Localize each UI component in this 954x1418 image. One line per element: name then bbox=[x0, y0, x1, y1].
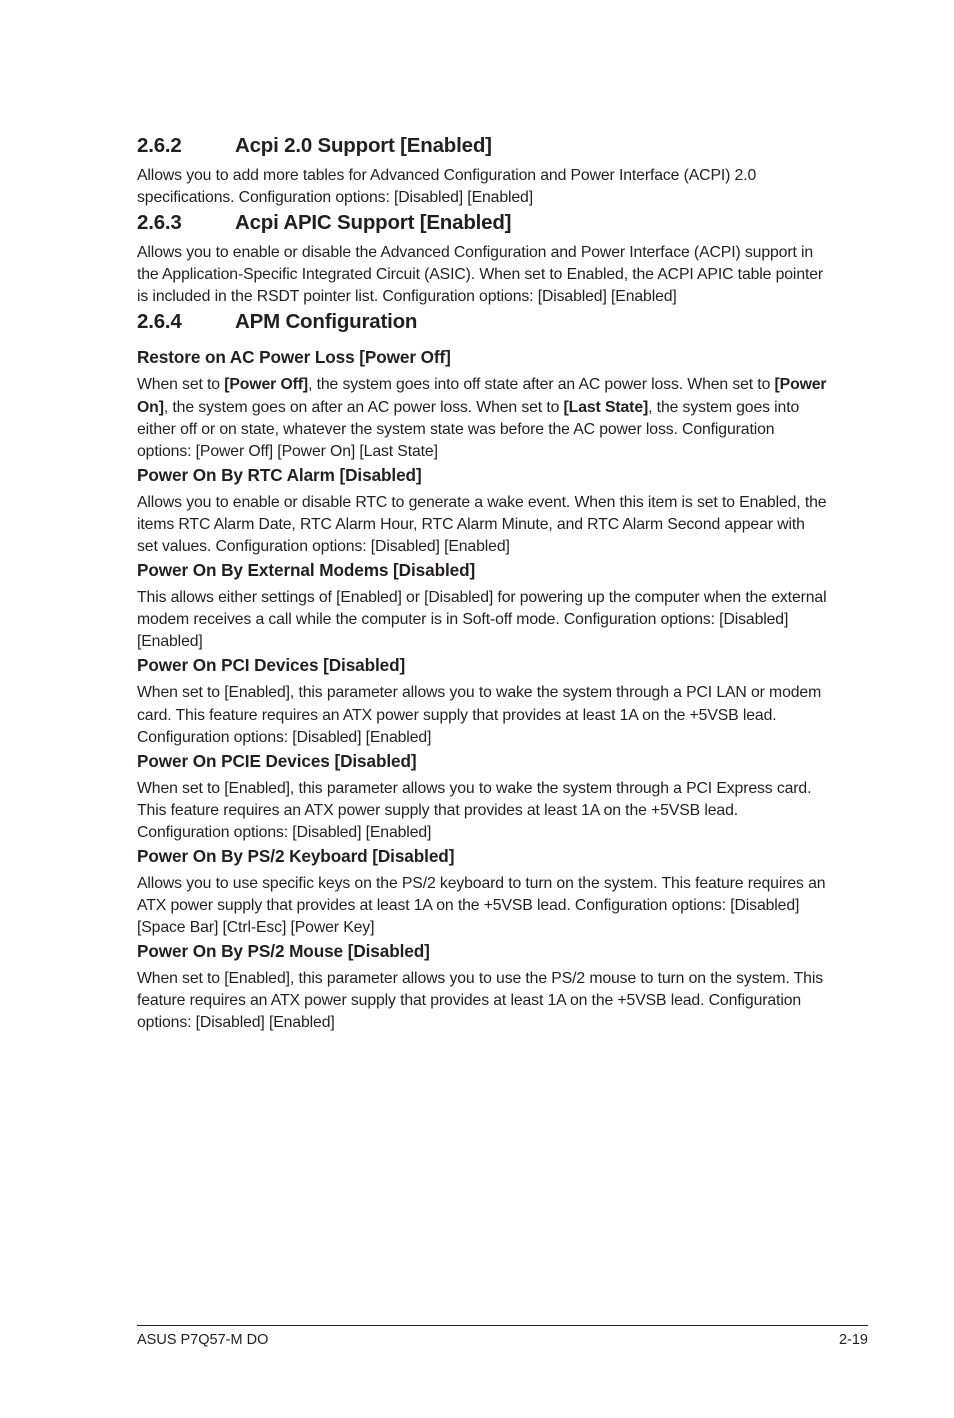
body-text: When set to bbox=[137, 376, 225, 394]
item-body-external-modems: This allows either settings of [Enabled] or [Disabled] for powering up the computer when the external modem receives a call while the computer is in Soft-off mode. Configuration options: [Disabled] [Enabled] bbox=[137, 589, 827, 651]
item-heading-rtc-alarm: Power On By RTC Alarm [Disabled] bbox=[137, 464, 422, 485]
section-body: Allows you to enable or disable the Advanced Configuration and Power Interface (ACPI) support in the Application-Specific Integrated Circuit (ASIC). When set to Enabled, the ACPI APIC table pointer is included in the RSDT pointer list. Configuration options: [Disabled] [Enabled] bbox=[137, 244, 824, 306]
section-heading-2-6-4 bbox=[137, 308, 827, 336]
item-heading-ps2-keyboard: Power On By PS/2 Keyboard [Disabled] bbox=[137, 845, 455, 866]
section-title: Acpi 2.0 Support [Enabled] bbox=[235, 134, 492, 157]
item-body-pcie-devices: When set to [Enabled], this parameter allows you to wake the system through a PCI Express card. This feature requires an ATX power supply that provides at least 1A on the +5VSB lead. Configuration options: [Disabled] [Enabled] bbox=[137, 779, 812, 841]
body-text: , the system goes into either off or on state, whatever the system state was before the AC power loss. Configuration options: [Power Off] [Power On] [Last State] bbox=[137, 398, 800, 460]
item-body-rtc-alarm: Allows you to enable or disable RTC to generate a wake event. When this item is set to Enabled, the items RTC Alarm Date, RTC Alarm Hour, RTC Alarm Minute, and RTC Alarm Second appear with set values. Configuration options: [Disabled] [Enabled] bbox=[137, 493, 827, 556]
footer-divider bbox=[137, 1325, 868, 1326]
footer-page-number: 2-19 bbox=[838, 1332, 868, 1348]
footer-product-name: ASUS P7Q57-M DO bbox=[137, 1332, 269, 1348]
body-text: , the system goes on after an AC power loss. When set to bbox=[163, 398, 564, 416]
item-body-pci-devices: When set to [Enabled], this parameter allows you to wake the system through a PCI LAN or modem card. This feature requires an ATX power supply that provides at least 1A on the +5VSB lead. Configuration options: [Disabled] [Enabled] bbox=[137, 684, 822, 746]
section-number: 2.6.4 bbox=[137, 310, 182, 334]
section-title: Acpi APIC Support [Enabled] bbox=[235, 211, 512, 235]
bold-option: [Power Off] bbox=[224, 376, 309, 394]
body-text: , the system goes into off state after an AC power loss. When set to bbox=[308, 376, 775, 394]
section-heading-2-6-3 bbox=[137, 209, 827, 237]
item-heading-ps2-mouse: Power On By PS/2 Mouse [Disabled] bbox=[137, 941, 430, 962]
item-heading-pcie-devices: Power On PCIE Devices [Disabled] bbox=[137, 750, 417, 771]
item-heading-external-modems: Power On By External Modems [Disabled] bbox=[137, 560, 476, 581]
item-heading-pci-devices: Power On PCI Devices [Disabled] bbox=[137, 655, 406, 676]
page-content bbox=[137, 132, 827, 1035]
bold-option: [Last State] bbox=[563, 398, 649, 416]
item-heading-restore-ac-power-loss: Restore on AC Power Loss [Power Off] bbox=[137, 347, 451, 368]
section-heading-2-6-2 bbox=[137, 132, 827, 160]
section-body: Allows you to add more tables for Advanced Configuration and Power Interface (ACPI) 2.0 specifications. Configuration options: [Disabled] [Enabled] bbox=[137, 167, 757, 207]
item-body-ps2-keyboard: Allows you to use specific keys on the PS/2 keyboard to turn on the system. This feature requires an ATX power supply that provides at least 1A on the +5VSB lead. Configuration options: [Disabled] [Space Bar] [Ctrl-Esc] [Power Key] bbox=[137, 874, 826, 937]
section-number: 2.6.2 bbox=[137, 134, 182, 157]
item-body-ps2-mouse: When set to [Enabled], this parameter allows you to use the PS/2 mouse to turn on the system. This feature requires an ATX power supply that provides at least 1A on the +5VSB lead. Configuration options: [Disabled] [Enabled] bbox=[137, 970, 824, 1032]
section-number: 2.6.3 bbox=[137, 211, 182, 235]
bold-option: [Power On] bbox=[137, 376, 827, 416]
item-body-restore-ac-power-loss bbox=[137, 374, 827, 462]
section-title: APM Configuration bbox=[235, 310, 418, 334]
